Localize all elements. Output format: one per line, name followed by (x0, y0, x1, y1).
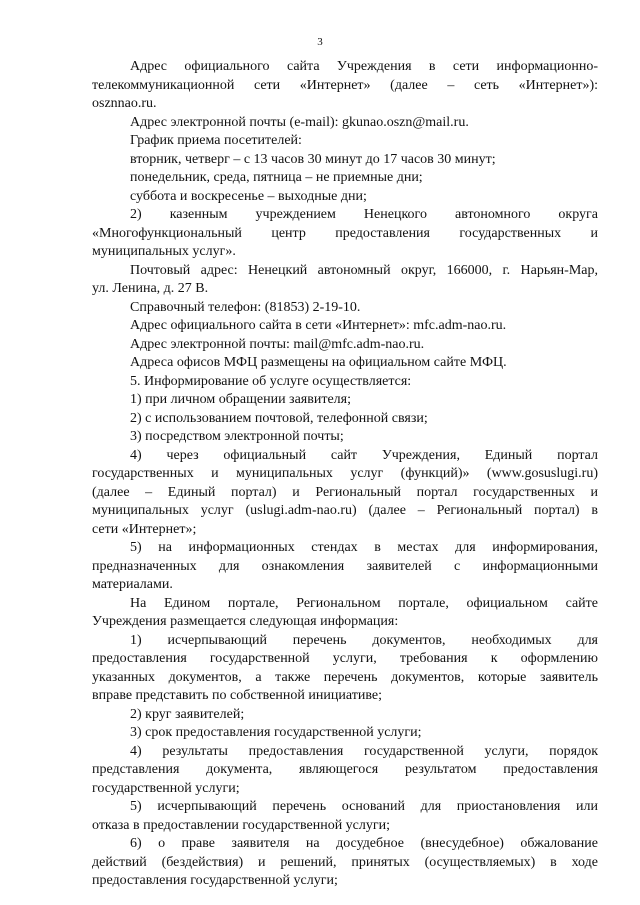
text-line: Учреждения размещается следующая информация: (92, 614, 399, 629)
text-line: 3) срок предоставления государственной услуги; (130, 725, 422, 740)
text-line: osznnao.ru. (92, 96, 157, 111)
text-line: понедельник, среда, пятница – не приемные дни; (130, 170, 423, 185)
text-line: действий (бездействия) и решений, принятых (осуществляемых) в ходе (92, 854, 598, 870)
text-line: муниципальных услуг (uslugi.adm-nao.ru) (далее – Региональный портал) в (92, 503, 598, 518)
text-line: Адрес официального сайта Учреждения в сети информационно- (130, 59, 598, 74)
text-line: Адреса офисов МФЦ размещены на официальном сайте МФЦ. (130, 355, 507, 370)
text-line: ул. Ленина, д. 27 В. (92, 281, 209, 296)
text-line: 3) посредством электронной почты; (130, 429, 344, 444)
text-line: 6) о праве заявителя на досудебное (внесудебное) обжалование (130, 836, 598, 851)
text-line: государственной услуги; (92, 780, 240, 796)
text-line: Адрес электронной почты: mail@mfc.adm-nao.ru. (130, 336, 425, 352)
text-line: государственных и муниципальных услуг (функций)» (www.gosuslugi.ru) (92, 466, 598, 481)
text-line: 2) круг заявителей; (130, 706, 245, 722)
text-line: (далее – Единый портал) и Региональный портал государственных и (92, 484, 598, 500)
text-line: 4) результаты предоставления государственной услуги, порядок (130, 743, 598, 759)
text-line: 2) с использованием почтовой, телефонной связи; (130, 410, 428, 426)
text-line: 4) через официальный сайт Учреждения, Единый портал (130, 447, 598, 463)
text-line: предоставления государственной услуги, требования к оформлению (92, 651, 598, 666)
text-line: предназначенных для ознакомления заявителей с информационными (92, 558, 598, 574)
text-line: 5) исчерпывающий перечень оснований для приостановления или (130, 799, 598, 814)
text-line: телекоммуникационной сети «Интернет» (далее – сеть «Интернет»): (92, 77, 598, 93)
text-line: указанных документов, а также перечень документов, которые заявитель (92, 669, 598, 685)
text-line: График приема посетителей: (130, 133, 302, 148)
text-line: На Едином портале, Региональном портале, официальном сайте (130, 595, 598, 611)
text-line: вторник, четверг – с 13 часов 30 минут до 17 часов 30 минут; (130, 151, 496, 167)
text-line: Адрес официального сайта в сети «Интернет»: mfc.adm-nao.ru. (130, 318, 507, 333)
text-line: Почтовый адрес: Ненецкий автономный округ, 166000, г. Нарьян-Мар, (130, 262, 598, 278)
text-line: 1) исчерпывающий перечень документов, необходимых для (130, 632, 598, 648)
text-line: сети «Интернет»; (92, 521, 197, 537)
text-line: муниципальных услуг». (92, 244, 236, 259)
page-number: 3 (317, 36, 323, 48)
text-line: Адрес электронной почты (e-mail): gkunao.oszn@mail.ru. (130, 114, 469, 130)
text-line: представления документа, являющегося результатом предоставления (92, 762, 598, 777)
text-line: суббота и воскресенье – выходные дни; (130, 188, 367, 204)
text-line: предоставления государственной услуги; (92, 873, 338, 888)
text-line: Справочный телефон: (81853) 2-19-10. (130, 299, 361, 315)
text-line: материалами. (92, 577, 173, 592)
text-line: вправе представить по собственной инициативе; (92, 688, 382, 703)
text-line: 1) при личном обращении заявителя; (130, 392, 351, 407)
text-line: «Многофункциональный центр предоставления государственных и (92, 225, 598, 241)
text-line: 2) казенным учреждением Ненецкого автономного округа (130, 207, 598, 222)
text-line: 5. Информирование об услуге осуществляется: (130, 373, 412, 389)
text-line: 5) на информационных стендах в местах для информирования, (130, 540, 598, 555)
text-line: отказа в предоставлении государственной услуги; (92, 817, 391, 833)
